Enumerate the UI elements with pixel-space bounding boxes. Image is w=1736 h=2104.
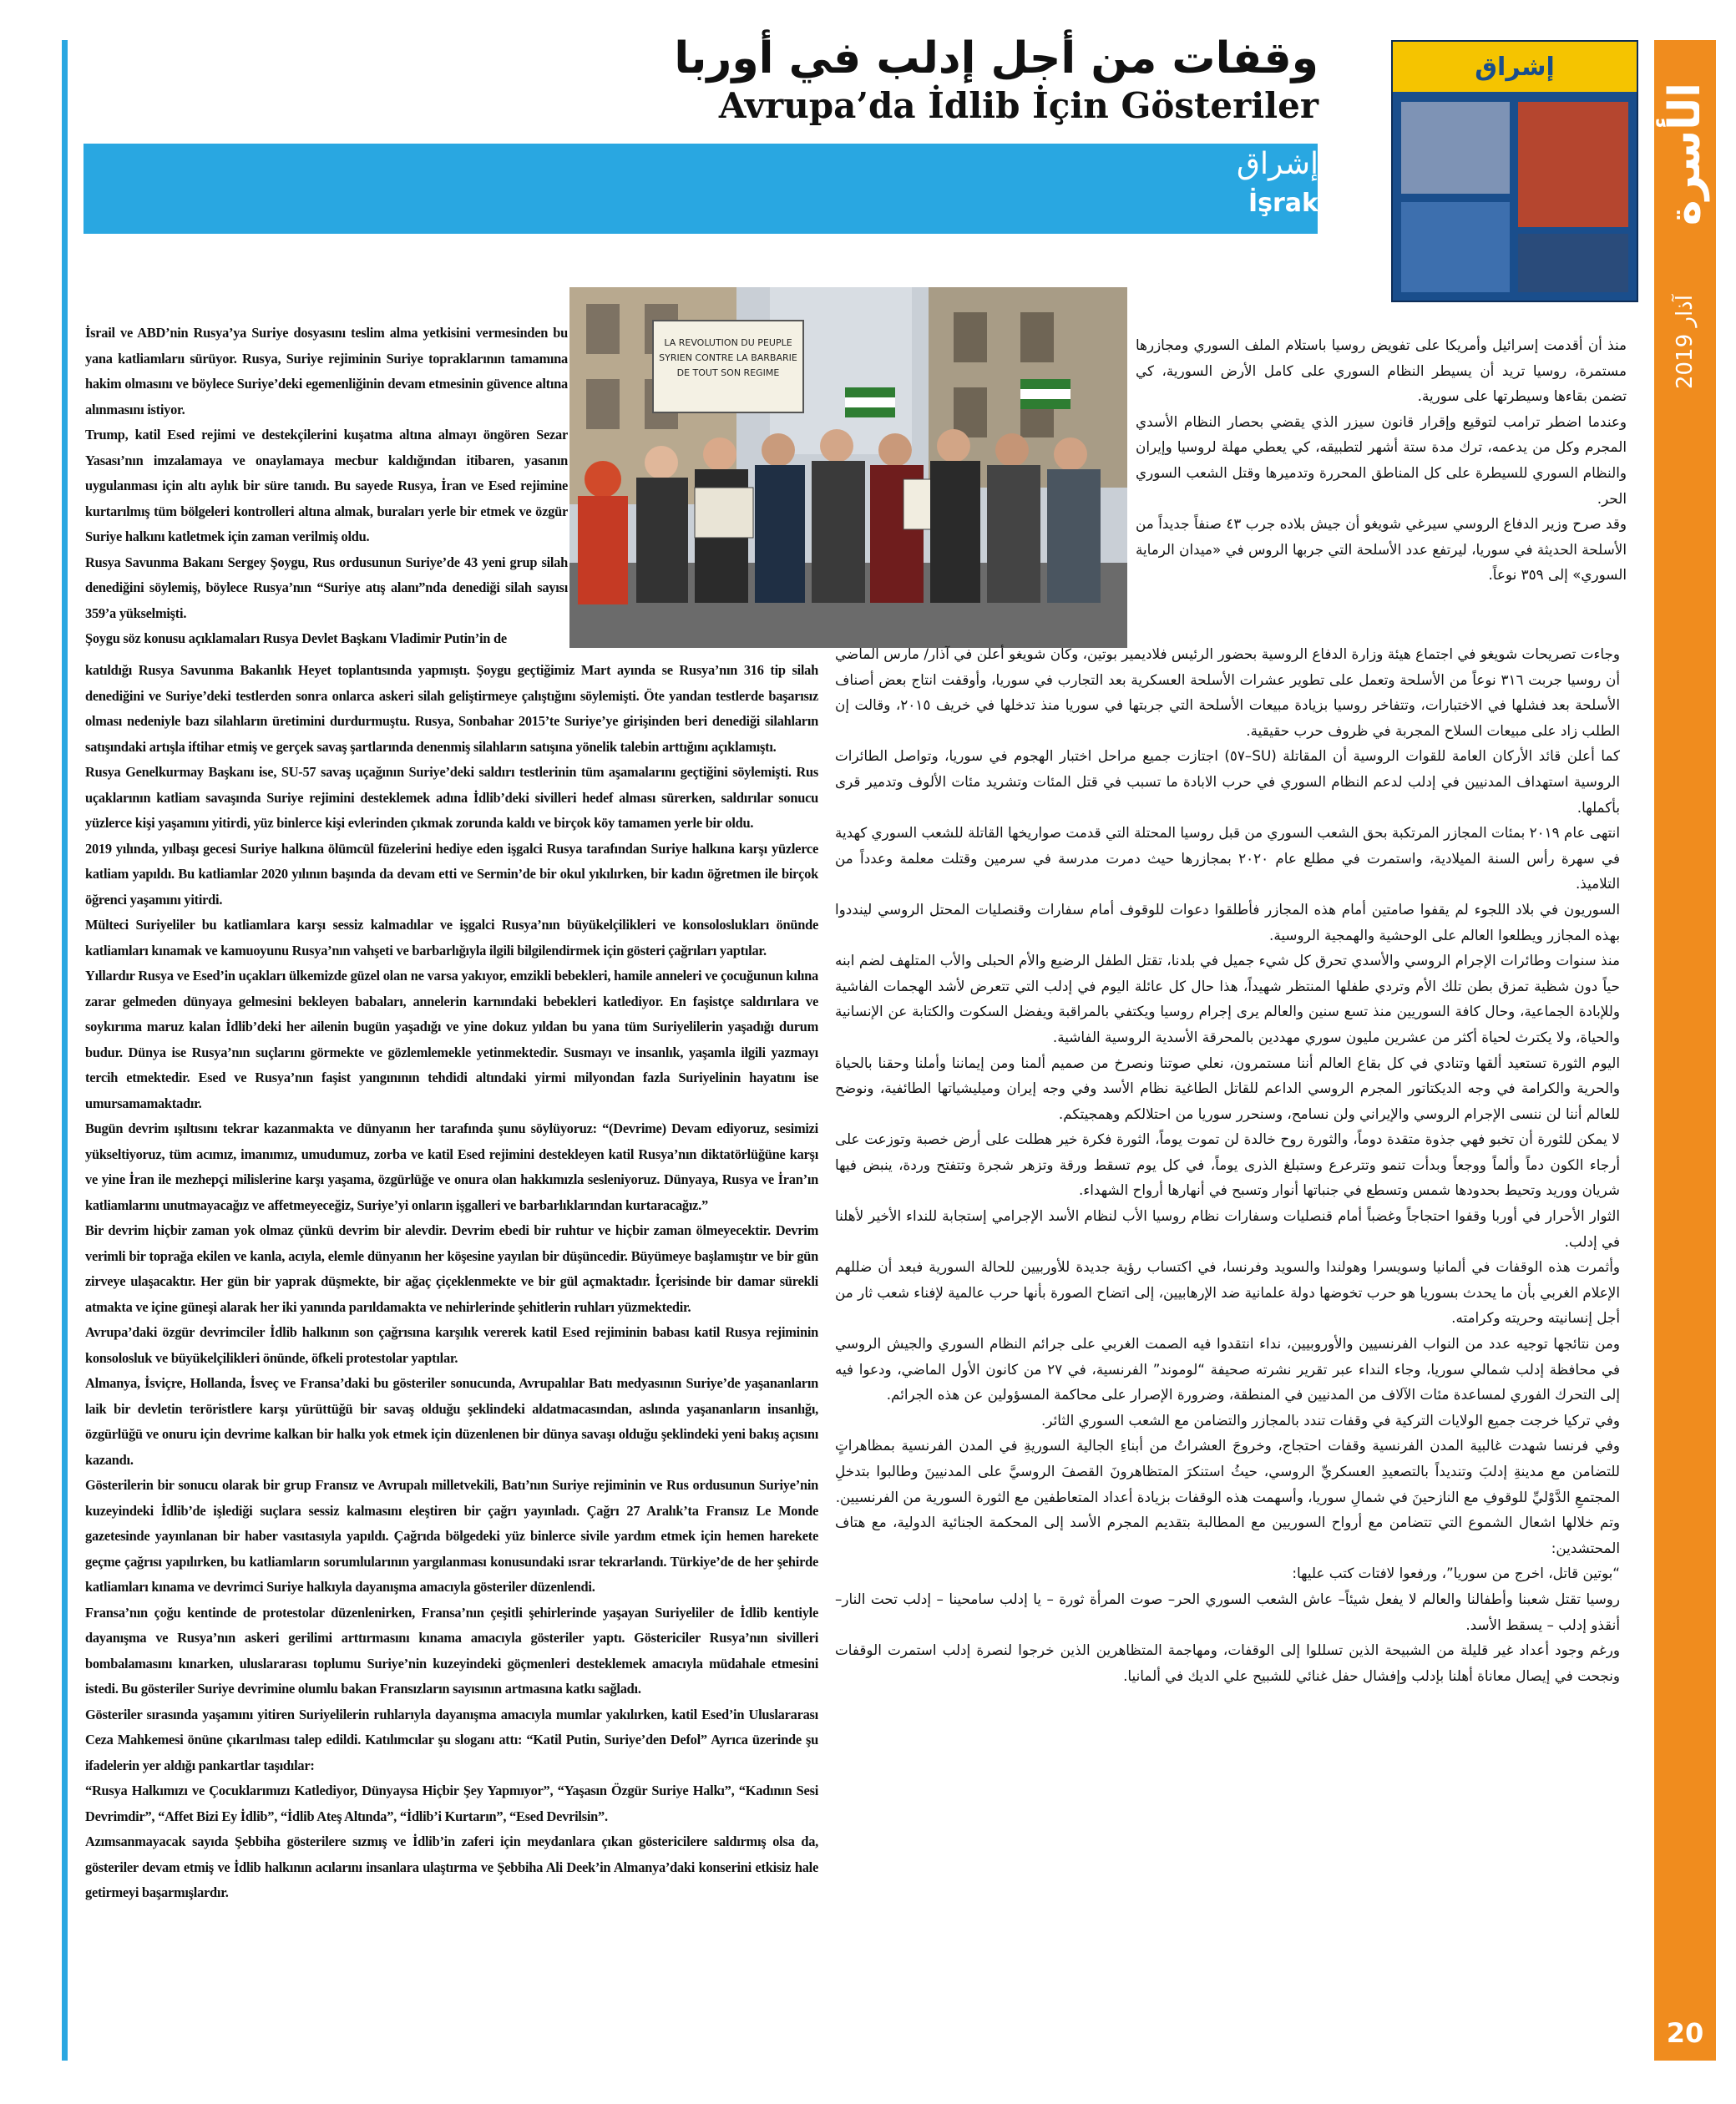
left-blue-rule xyxy=(62,40,68,2061)
paragraph: Bugün devrim ışıltısını tekrar kazanmakta ve dünyanın her tarafında şunu söylüyoruz: “(Devrime) Devam ediyoruz, sesimizi yükseltiyoruz, tüm acımız, imanımız, umudumuz, zorba ve katil Esed rejimini destekleyen katil Rusya’nın diktatörlüğüne karşı ve yine İran ile mezhepçi milislerine karşı yaşama, özgürlüğe ve onura olan hakkımızla sesleniyoruz. Dünyaya, Rusya ve İran’ın katliamlarını unutmayacağız ve affetmeyeceğiz, Suriye’yi onların işgalleri ve barbarlıklarından kurtaracağız.” xyxy=(85,1120,818,1213)
paragraph: Fransa’nın çoğu kentinde de protestolar düzenlenirken, Fransa’nın çeşitli şehirlerinde yaşayan Suriyeliler de İdlib kentiyle dayanışma ve Rusya’nın askeri gerilimi arttırmasını kınama amacıyla gösteriler yaptı. Göstericiler Rusya’nın sivilleri bombalamasını kınarken, uluslararası toplumu Suriye’nin kuzeyindeki göçmenleri desteklemek amacıyla müdahale etmesini istedi. Bu gösteriler Suriye devrimine olumlu bakan Fransızların sayısının artmasına katkı sağladı. xyxy=(85,1604,818,1697)
paragraph: وقد صرح وزير الدفاع الروسي سيرغي شويغو أن جيش بلاده جرب ٤٣ صنفاً جديداً من الأسلحة الحديثة في سوريا، ليرتفع عدد الأسلحة التي جربها الروس في «ميدان الرماية السوري» إلى ٣٥٩ نوعاً. xyxy=(1136,515,1627,584)
cover-image-block xyxy=(1401,202,1510,292)
paragraph: السوريون في بلاد اللجوء لم يقفوا صامتين أمام هذه المجازر فأطلقوا دعوات للوقوف أمام سفارات وقنصليات المحتل الروسي لينددوا بهذه المجازر ويطلعوا العالم على الوحشية والهمجية الروسية. xyxy=(835,900,1620,943)
magazine-logo xyxy=(1658,50,1713,259)
turkish-article-body xyxy=(85,658,818,1906)
paragraph: Almanya, İsviçre, Hollanda, İsveç ve Fransa’daki bu gösteriler sonucunda, Avrupalılar Batı medyasının Suriye’de yaşananların laik bir devletin teröristlere karşı yürüttüğü bir savaş olduğu şeklindeki aldatmacasından, aslında yaşananların insanlığı, özgürlüğü ve onuru için devrime kalkan bir halkı yok etmek için düzenlenen bir dünya savaşı olduğu şeklindeki yeni bakış açısını kazandı. xyxy=(85,1375,818,1468)
paragraph: Şoygu söz konusu açıklamaları Rusya Devlet Başkanı Vladimir Putin’in de xyxy=(85,630,507,646)
svg-text:SYRIEN CONTRE LA BARBARIE: SYRIEN CONTRE LA BARBARIE xyxy=(659,352,797,363)
paragraph: وجاءت تصريحات شويغو في اجتماع هيئة وزارة الدفاع الروسية بحضور الرئيس فلاديمير بوتين، وكان شويغو أعلن في آذار/ مارس الماضي أن روسيا جربت ٣١٦ نوعاً من الأسلحة وتعمل على تطوير عشرات الأسلحة العسكرية بعد التجارب في سوريا، وأوقفت انتاج بعض أصناف الأسلحة بعد فشلها في الاختبارات، وتتفاخر روسيا بزيادة مبيعات الأسلحة التي جربتها في سوريا منذ تدخلها في خريف ٢٠١٥، وقالت إن الطلب زاد على مبيعات السلاح المجربة في ظروف حرب حقيقية. xyxy=(835,645,1620,739)
svg-text:DE TOUT SON REGIME: DE TOUT SON REGIME xyxy=(676,367,780,378)
paragraph: Gösteriler sırasında yaşamını yitiren Suriyelilerin ruhlarıyla dayanışma amacıyla mumlar yakılırken, katil Esed’in Uluslararası Ceza Mahkemesi önüne çıkarılması talep edildi. Katılımcılar şu sloganı attı: “Katil Putin, Suriye’den Defol” Ayrıca üzerinde şu ifadelerin yer aldığı pankartlar taşıdılar: xyxy=(85,1706,818,1773)
magazine-cover-thumbnail xyxy=(1391,40,1638,302)
paragraph: Avrupa’daki özgür devrimciler İdlib halkının son çağrısına karşılık vererek katil Esed rejiminin babası katil Rusya rejiminin konsolosluk ve büyükelçilikleri önünde, öfkeli protestolar yaptılar. xyxy=(85,1324,818,1366)
paragraph: katıldığı Rusya Savunma Bakanlık Heyet toplantısında yapmıştı. Şoygu geçtiğimiz Mart ayında se Rusya’nın 316 tip silah denediğini ve Suriye’deki testlerden sonra onlarca askeri silah geliştirmeye çalıştığını söylemişti. Öte yandan testlerde başarısız olması nedeniyle bazı silahların üretimini durdurmuştu. Rusya, Sonbahar 2015’te Suriye’ye girişinden beri denediği silahların satışındaki artışla iftihar etmiş ve gerçek savaş şartlarında denenmiş silahların satışına yönelik talebin arttığını açıklamıştı. xyxy=(85,662,818,755)
cover-image-block xyxy=(1518,234,1628,292)
paragraph: انتهى عام ٢٠١٩ بمئات المجازر المرتكبة بحق الشعب السوري من قبل روسيا المحتلة التي قدمت صواريخها القاتلة للشعب السوري كهدية في سهرة رأس السنة الميلادية، واستمرت في مطلع عام ٢٠٢٠ بمجازرها حيث دمرت مدرسة في سرمين وقتلت معلمة وعدداً من التلاميذ. xyxy=(835,824,1620,893)
author-arabic: إشراق xyxy=(1237,147,1318,181)
paragraph: Rusya Genelkurmay Başkanı ise, SU-57 savaş uçağının Suriye’deki saldırı testlerinin tüm aşamalarını geçtiğini söylemişti. Rus uçaklarının katliam savaşında Suriye rejimini desteklemek adına İdlib’deki sivilleri hedef alması sürerken, saldırılar sonucu yüzlerce kişi yaşamını yitirdi, yüz binlerce kişi evlerinden çıkmak zorunda kaldı ve birçok köy tamamen yerle bir oldu. xyxy=(85,764,818,831)
turkish-article-top xyxy=(85,321,568,652)
paragraph: İsrail ve ABD’nin Rusya’ya Suriye dosyasını teslim alma yetkisini vermesinden bu yana katliamlarıı sürüyor. Rusya, Suriye rejiminin Suriye topraklarının tamamına hakim olmasını ve böylece Suriye’deki egemenliğinin devam etmesinin güvence altına alınmasını istiyor. xyxy=(85,325,568,417)
paragraph: روسيا تقتل شعبنا وأطفالنا والعالم لا يفعل شيئاً– عاش الشعب السوري الحر– صوت المرأة ثورة – يا إدلب سامحينا – إدلب تحت النار– أنقذو إدلب – يسقط الأسد. xyxy=(835,1590,1620,1633)
issue-date-text: آذار 2019 xyxy=(1673,295,1698,390)
paragraph: منذ سنوات وطائرات الإجرام الروسي والأسدي تحرق كل شيء جميل في بلدنا، تقتل الطفل الرضيع والأم الحبلى والأب المتلهف لضم ابنه حياً دون شظية تمزق بطن تلك الأم وتردي طفلها المنتظر شهيداً، هذا حال كل عائلة اليوم في إدلب التي تتعرض لأشد الهجمات الفاشية وللإبادة الجماعية، وحال كافة السوريين منذ تسع سنين والعالم يرى إجرام روسيا ويكتفي بالمراقبة ويفضل السكوت والكتابة عن الإنسانية والحياة، ولا يكترث لحياة أكثر من عشرين مليون سوري مهددين بالمحرقة الأسدية الروسية الفاشية. xyxy=(835,952,1620,1045)
paragraph: كما أعلن قائد الأركان العامة للقوات الروسية أن المقاتلة (SU–٥٧) اجتازت جميع مراحل اختبار الهجوم في سوريا، وتواصل الطائرات الروسية استهداف المدنيين في إدلب لدعم النظام السوري في حرب الابادة ما تسبب في قتل المئات وتشريد مئات الألوف وتدمير قرى بأكملها. xyxy=(835,747,1621,816)
paragraph: وتم خلالها اشعال الشموع التي تتضامن مع أرواح السوريين مع المطالبة بتقديم المجرم الأسد إلى المحكمة الجنائية الدولية، مع هتاف المحتشدين: xyxy=(835,1514,1620,1556)
paragraph: Trump, katil Esed rejimi ve destekçilerini kuşatma altına almayı öngören Sezar Yasası’nın imzalamaya ve onaylamaya mecbur kaldığından itibaren, yasanın uygulanması için altı aylık bir süre tanıdı. Bu sayede Rusya, İran ve Esed rejimine kurtarılmış tüm bölgeleri kontrolleri altına almak, buraları yerle bir etmek ve özgür Suriye halkını katletmek için zaman verilmiş oldu. xyxy=(85,427,568,544)
paragraph: Azımsanmayacak sayıda Şebbiha gösterilere sızmış ve İdlib’in zaferi için meydanlara çıkan göstericilere saldırmış olsa da, gösteriler devam etmiş ve İdlib halkının acılarını insanlara ulaştırma ve Şebbiha Ali Deek’in Almanya’daki konserini etkisiz hale getirmeyi başarmışlardır. xyxy=(85,1833,818,1900)
paragraph: وفي تركيا خرجت جميع الولايات التركية في وقفات تندد بالمجازر والتضامن مع الشعب السوري الثائر. xyxy=(1041,1411,1620,1429)
paragraph: اليوم الثورة تستعيد ألقها وتنادي في كل بقاع العالم أننا مستمرون، نعلي صوتنا ونصرخ من صميم ألمنا ومن إيماننا وأملنا وحقنا بالحياة والحرية والكرامة في وجه الديكتاتور المجرم الروسي الداعم للقاتل الطاغية نظام الأسد وفي وجه إيران وميليشياتها الطائفية، ونوضح للعالم أننا لن ننسى الإجرام الروسي والإيراني ولن نسامح، وسنحرر سوريا من احتلالكم وهمجيتكم. xyxy=(835,1054,1620,1122)
paragraph: وفي فرنسا شهدت غالبية المدن الفرنسية وقفات احتجاج، وخروجَ العشراتُ من أبناءِ الجالية السوريةِ في المدن الفرنسية بمظاهراتٍ للتضامن مع مدينةِ إدلبَ وتنديداً بالتصعيدِ العسكريِّ الروسي، حيثُ استنكرَ المتظاهرونَ القصفَ الروسيَّ على المدنيينَ وطالبوا بتدخلِ المجتمعِ الدَّوْليِّ للوقوفِ مع النازحينَ في شمالِ سوريا، وأسهمت هذه الوقفات بزيادة أعداد المتعاطفين مع الثورة السورية من الفرنسيين. xyxy=(835,1437,1620,1505)
paragraph: ورغم وجود أعداد غير قليلة من الشبيحة الذين تسللوا إلى الوقفات، ومهاجمة المتظاهرين الذين خرجوا لنصرة إدلب استمرت الوقفات ونجحت في إيصال معاناة أهلنا بإدلب وإفشال حفل غنائي للشبيح علي الديك في ألمانيا. xyxy=(835,1641,1620,1684)
paragraph: وأثمرت هذه الوقفات في ألمانيا وسويسرا وهولندا والسويد وفرنسا، في اكتساب رؤية جديدة للأوربيين للحالة السورية فبعد أن ضللهم الإعلام الغربي بأن ما يحدث بسوريا هو حرب تخوضها دولة علمانية ضد الإرهابيين، إلى اتضاح الصورة بأنها حرب عالمية لإفناء شعب ثار من أجل إنسانيته وحريته وكرامته. xyxy=(835,1258,1620,1327)
title-turkish: Avrupa’da İdlib İçin Gösteriler xyxy=(718,85,1318,126)
paragraph: ومن نتائجها توجيه عدد من النواب الفرنسيين والأوروبيين، نداء انتقدوا فيه الصمت الغربي على جرائم النظام السوري والجيش الروسي في محافظة إدلب شمالي سوريا، وجاء النداء عبر تقرير نشرته صحيفة “لوموند” الفرنسية، في ٢٧ من كانون الأول الماضي، ودعوا فيه إلى التحرك الفوري لمساعدة مئات الآلاف من المدنيين في المنطقة، وضرورة الإصرار على محاكمة المسؤولين عن هذه الجرائم. xyxy=(835,1335,1620,1404)
svg-text:LA REVOLUTION DU PEUPLE: LA REVOLUTION DU PEUPLE xyxy=(664,337,792,348)
paragraph: الثوار الأحرار في أوربا وقفوا احتجاجاً وغضباً أمام قنصليات وسفارات نظام روسيا الأب لنظام الأسد الإجرامي إستجابة للنداء الأخير لأهلنا في إدلب. xyxy=(835,1207,1620,1250)
paragraph: Gösterilerin bir sonucu olarak bir grup Fransız ve Avrupalı milletvekili, Batı’nın Suriye rejiminin ve Rus ordusunun Suriye’nin kuzeyindeki İdlib’de işlediği suçlara sessiz kalmasını eleştiren bir çağrı yayınladı. Çağrı 27 Aralık’ta Fransız Le Monde gazetesinde yayınlanan bir haber vasıtasıyla yapıldı. Çağrıda bölgedeki yüz binlerce sivile yardım etmek için hemen harekete geçme çağrısı yapılırken, bu katliamların sorumlularının yargılanması konusundaki ısrar tekrarlandı. Türkiye’de de her şehirde katliamları kınama ve devrimci Suriye halkıyla dayanışma amacıyla gösteriler düzenlendi. xyxy=(85,1477,818,1595)
arabic-article-top xyxy=(1136,332,1627,588)
paragraph: 2019 yılında, yılbaşı gecesi Suriye halkına ölümcül füzelerini hediye eden işgalci Rusya tarafından Suriye halkına karşı yüzlerce katliam yapıldı. Bu katliamlar 2020 yılının başında da devam etti ve Sermin’de bir okul yıkılırken, bir kadın öğretmen ile birçok öğrenci yaşamını yitirdi. xyxy=(85,840,818,908)
paragraph: “بوتين قاتل، اخرج من سوريا”، ورفعوا لافتات كتب عليها: xyxy=(1292,1565,1620,1582)
title-arabic: وقفات من أجل إدلب في أوربا xyxy=(674,33,1318,83)
cover-image-block xyxy=(1401,102,1510,194)
protest-photo xyxy=(569,287,1127,648)
cover-image-block xyxy=(1518,102,1628,227)
author-turkish: İşrak xyxy=(1248,189,1318,218)
paragraph: “Rusya Halkımızı ve Çocuklarımızı Katlediyor, Dünyaysa Hiçbir Şey Yapmıyor”, “Yaşasın Özgür Suriye Halkı”, “Kadının Sesi Devrimdir”, “Affet Bizi Ey İdlib”, “İdlib Ateş Altında”, “İdlib’i Kurtarın”, “Esed Devrilsin”. xyxy=(85,1783,818,1824)
cover-masthead: إشراق xyxy=(1393,42,1637,92)
page-number: 20 xyxy=(1654,2012,1716,2054)
paragraph: Yıllardır Rusya ve Esed’in uçakları ülkemizde güzel olan ne varsa yakıyor, emzikli bebekleri, hamile anneleri ve çocuğunun kılına zarar gelmeden dünyaya gelmesini bekleyen babaları, annelerin karnındaki bebekleri katlediyor. En faşistçe saldırılara ve soykırıma maruz kalan İdlib’deki her ailenin bugün yaşadığı ve yine dokuz yıldan bu yana tüm Suriyelilerin yaşadığı durum budur. Dünya ise Rusya’nın suçlarını görmekte ve gözlemlemekle yetinmektedir. Susmayı ve insanlık, yaşamla ilgili yazmayı tercih etmektedir. Esed ve Rusya’nın faşist yangınının tehdidi altındaki yirmi milyondan fazla Suriyelinin hayatını ise umursamamaktadır. xyxy=(85,968,818,1111)
paragraph: Rusya Savunma Bakanı Sergey Şoygu, Rus ordusunun Suriye’de 43 yeni grup silah denediğini söylemiş, böylece Rusya’nın “Suriye atış alanı”nda denediği silah sayısı 359’a yükselmişti. xyxy=(85,554,568,621)
magazine-logo-text: الأسرة xyxy=(1660,83,1710,226)
paragraph: Mülteci Suriyeliler bu katliamlara karşı sessiz kalmadılar ve işgalci Rusya’nın büyükelçilikleri ve konsoloslukları önünde katliamları kınamak ve kamuoyunu Rusya’nın vahşeti ve barbarlığıyla ilgili bilgilendirmek için gösteri çağrıları yaptılar. xyxy=(85,917,818,958)
paragraph: لا يمكن للثورة أن تخبو فهي جذوة متقدة دوماً، والثورة روح خالدة لن تموت يوماً، الثورة فكرة خير هطلت على أرض خصبة وتوزعت على أرجاء الكون دماً وألماً ووجعاً وبدأت تنمو وتترعرع وستبلغ الذرى يوماً، في كل يوم تسقط ورقة وتزهر شجرة وتتفتح وردة، ينبض فيها شريان ووريد وتحيط بحدودها شمس وتسطع في جنباتها أنوار وتسبح في أنهارها أرواح الشهداء. xyxy=(835,1130,1620,1199)
issue-date xyxy=(1658,267,1713,417)
paragraph: Bir devrim hiçbir zaman yok olmaz çünkü devrim bir alevdir. Devrim ebedi bir ruhtur ve hiçbir zaman ölmeyecektir. Devrim verimli bir toprağa ekilen ve kanla, acıyla, elemle dünyanın her köşesine yayılan bir düşüncedir. Büyümeye başlamıştır ve bir gün zirveye ulaşacaktır. Her gün bir yaprak düşmekte, bir ağaç çiçeklenmekte ve bir gül açmaktadır. İçerisinde bir damar sürekli atmakta ve içine güneşi alarak her iki yanında parıldamakta ve nehirlerinde şehitlerin ruhları yüzmektedir. xyxy=(85,1222,818,1315)
arabic-article-body xyxy=(835,641,1620,1688)
paragraph: منذ أن أقدمت إسرائيل وأمريكا على تفويض روسيا باستلام الملف السوري ومجازرها مستمرة، روسيا تريد أن يسيطر النظام السوري على كامل الأرض السورية، كي تضمن بقاءها وسيطرتها على سورية. xyxy=(1136,336,1627,405)
paragraph: وعندما اضطر ترامب لتوقيع وإقرار قانون سيزر الذي يقضي بحصار النظام الأسدي المجرم وكل من يدعمه، ترك مدة ستة أشهر لتطبيقه، كي يعطي مهلة لروسيا وإيران والنظام السوري للسيطرة على كل المناطق المحررة وتدميرها وقتل الشعب السوري الحر. xyxy=(1136,412,1627,507)
protest-photo-illustration xyxy=(569,287,1127,648)
